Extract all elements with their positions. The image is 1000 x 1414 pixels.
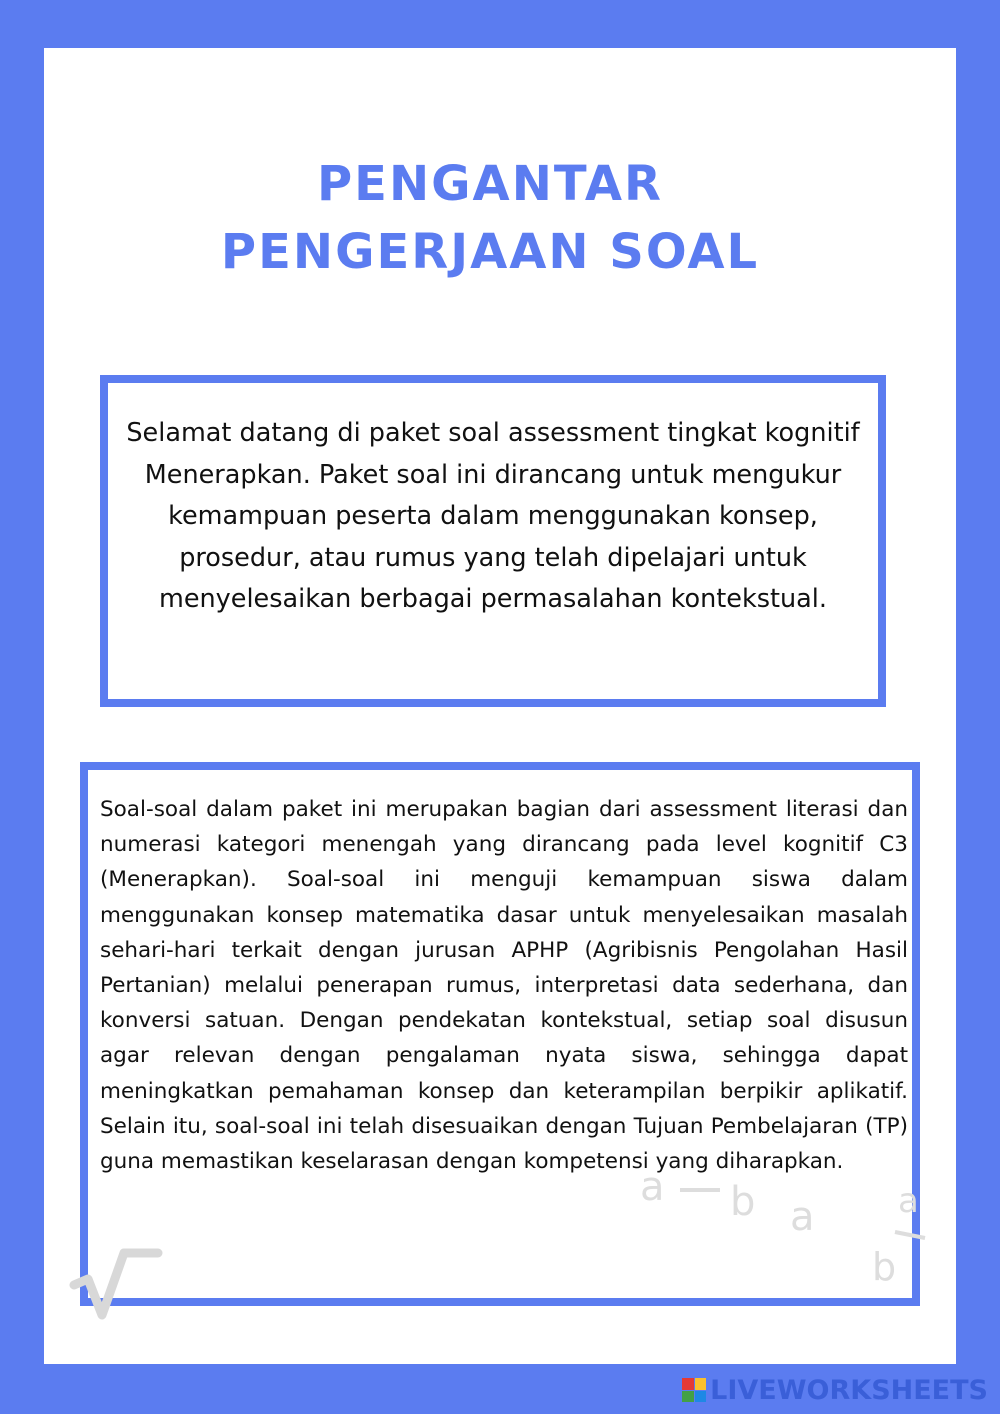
- brand-name: LIVEWORKSHEETS: [710, 1374, 988, 1406]
- svg-text:a: a: [898, 1181, 919, 1221]
- page-title-line-2: PENGERJAAN SOAL: [220, 224, 760, 280]
- footer-brand[interactable]: [682, 1372, 988, 1408]
- description-text: Soal-soal dalam paket ini merupakan bagian dari assessment literasi dan numerasi kategori menengah yang dirancang pada level kognitif C3 (Menerapkan). Soal-soal ini menguji kemampuan siswa dalam menggunakan konsep matematika dasar untuk menyelesaikan masalah sehari-hari terkait dengan jurusan APHP (Agribisnis Pengolahan Hasil Pertanian) melalui penerapan rumus, interpretasi data sederhana, dan konversi satuan. Dengan pendekatan kontekstual, setiap soal disusun agar relevan dengan pengalaman nyata siswa, sehingga dapat meningkatkan pemahaman konsep dan keterampilan berpikir aplikatif. Selain itu, soal-soal ini telah disesuaikan dengan Tujuan Pembelajaran (TP) guna memastikan keselarasan dengan kompetensi yang diharapkan.: [100, 797, 908, 1175]
- svg-text:b: b: [872, 1245, 897, 1289]
- page-title-line-1: PENGANTAR: [317, 156, 663, 212]
- svg-text:b: b: [730, 1179, 756, 1225]
- svg-text:a: a: [640, 1164, 665, 1210]
- description-box: [80, 762, 920, 1306]
- svg-text:a: a: [790, 1194, 815, 1240]
- intro-text: Selamat datang di paket soal assessment tingkat kognitif Menerapkan. Paket soal ini dirancang untuk mengukur kemampuan peserta dalam menggunakan konsep, prosedur, atau rumus yang telah dipelajari untuk menyelesaikan berbagai permasalahan kontekstual.: [126, 418, 860, 614]
- intro-box: [100, 375, 886, 707]
- page-title: [0, 150, 980, 286]
- liveworksheets-logo-icon: [682, 1378, 706, 1402]
